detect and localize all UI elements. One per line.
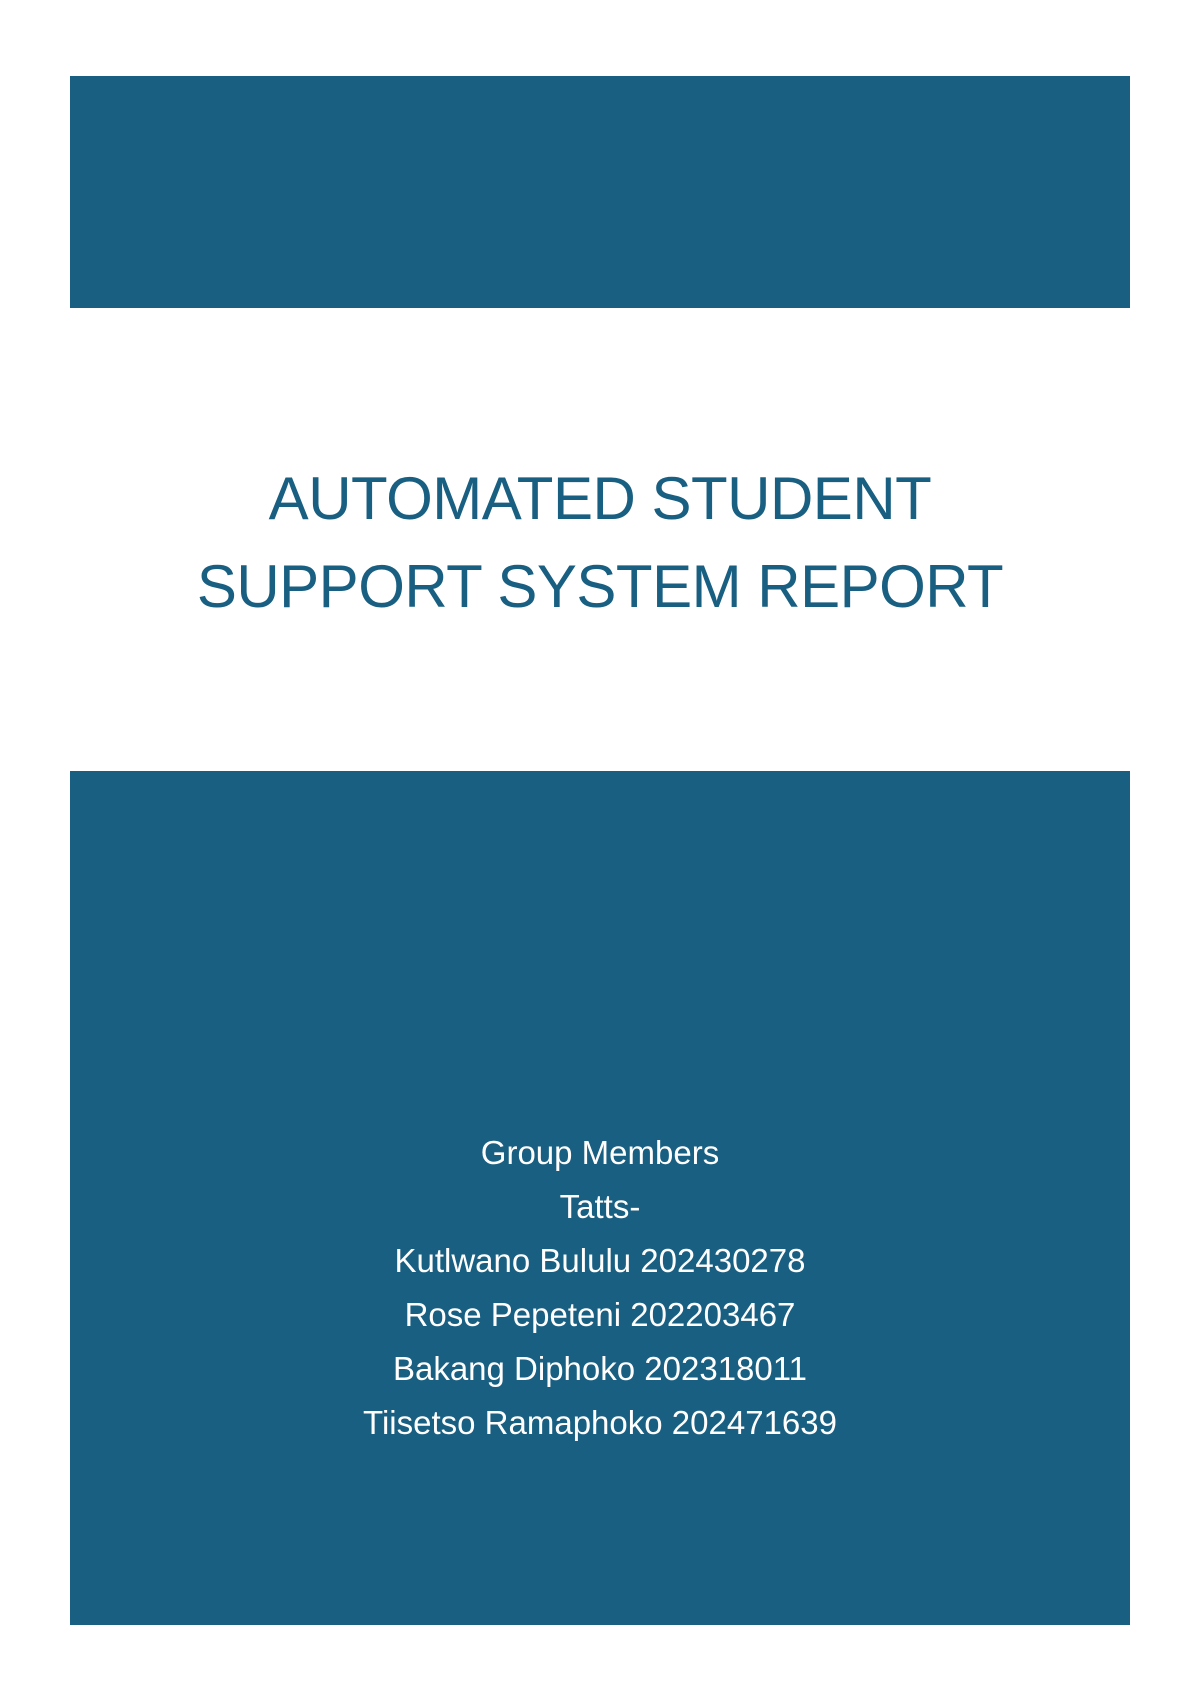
top-decorative-band [70, 76, 1130, 308]
members-band [70, 771, 1130, 1625]
group-members-heading: Group Members [480, 1134, 720, 1171]
group-members-block [70, 1126, 1130, 1450]
report-title-line-2: SUPPORT SYSTEM REPORT [196, 553, 1004, 620]
report-title-line-1: AUTOMATED STUDENT [268, 465, 932, 532]
member-entry: Bakang Diphoko 202318011 [392, 1350, 808, 1387]
group-name: Tatts- [559, 1188, 641, 1225]
member-entry: Tiisetso Ramaphoko 202471639 [363, 1404, 837, 1441]
report-title [70, 455, 1130, 631]
member-entry: Kutlwano Bululu 202430278 [394, 1242, 806, 1279]
member-entry: Rose Pepeteni 202203467 [404, 1296, 796, 1333]
